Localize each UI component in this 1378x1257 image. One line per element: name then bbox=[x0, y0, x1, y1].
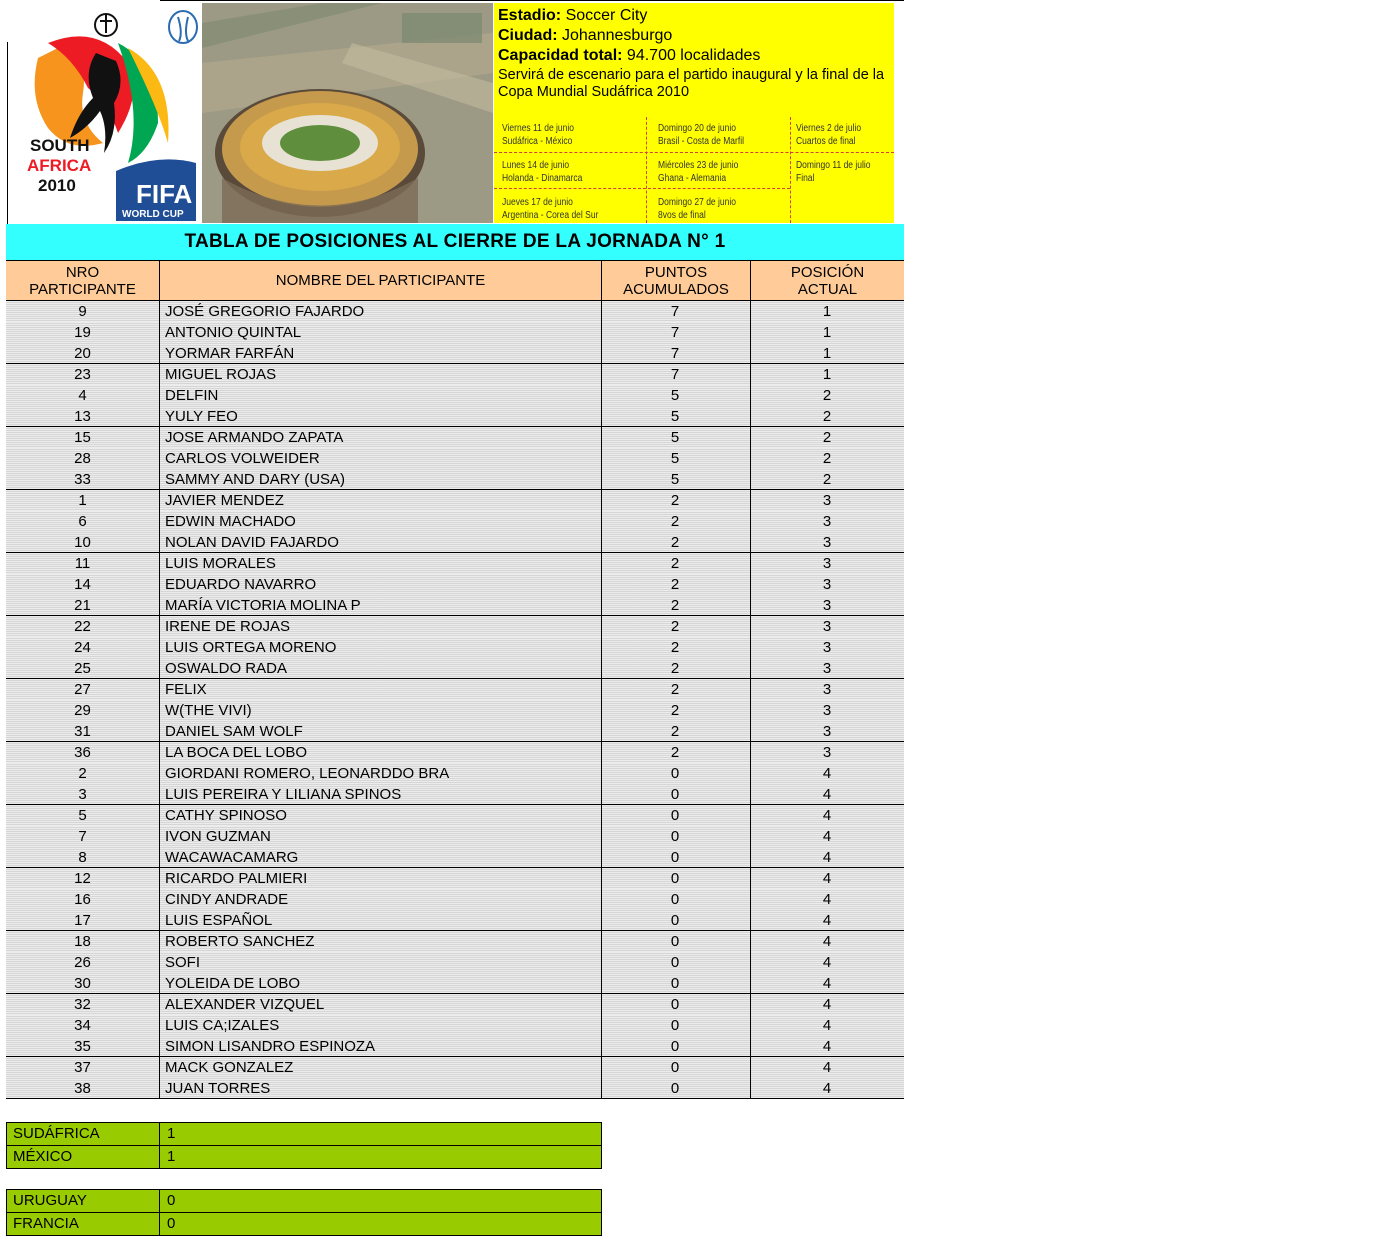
header-nro-line2: PARTICIPANTE bbox=[29, 280, 136, 298]
capacidad-line bbox=[498, 46, 760, 66]
result-team: MÉXICO bbox=[13, 1148, 73, 1165]
participant-position: 4 bbox=[822, 975, 832, 992]
schedule-match: Ghana - Alemania bbox=[658, 173, 727, 184]
participant-position: 2 bbox=[822, 450, 832, 467]
capacidad-label: Capacidad total: bbox=[498, 47, 623, 64]
stadium-info-panel bbox=[494, 3, 894, 223]
participant-position: 1 bbox=[822, 303, 832, 320]
participant-number: 22 bbox=[74, 618, 91, 635]
participant-position: 3 bbox=[822, 681, 832, 698]
participant-number: 18 bbox=[74, 933, 91, 950]
participant-name: JAVIER MENDEZ bbox=[165, 492, 284, 509]
participant-points: 0 bbox=[670, 933, 680, 950]
participant-position: 2 bbox=[822, 471, 832, 488]
table-row bbox=[6, 868, 904, 889]
schedule-date: Domingo 20 de junio bbox=[658, 123, 736, 134]
top-border-line bbox=[160, 0, 904, 1]
logo-brand: FIFA bbox=[136, 179, 193, 209]
participant-number: 36 bbox=[74, 744, 91, 761]
participant-name: MIGUEL ROJAS bbox=[165, 366, 277, 383]
participant-name: LUIS PEREIRA Y LILIANA SPINOS bbox=[165, 786, 402, 803]
schedule-date: Miércoles 23 de junio bbox=[658, 160, 739, 171]
world-cup-logo-graphic bbox=[8, 3, 200, 223]
header-position-line2: ACTUAL bbox=[797, 280, 858, 298]
table-row bbox=[6, 406, 904, 427]
schedule-date: Domingo 27 de junio bbox=[658, 197, 736, 208]
participant-number: 4 bbox=[78, 387, 87, 404]
participant-position: 3 bbox=[822, 639, 832, 656]
participant-number: 6 bbox=[78, 513, 87, 530]
result-score: 1 bbox=[167, 1125, 176, 1142]
participant-number: 7 bbox=[78, 828, 87, 845]
participant-name: YORMAR FARFÁN bbox=[165, 345, 295, 362]
schedule-date: Viernes 11 de junio bbox=[502, 123, 574, 134]
participant-name: MARÍA VICTORIA MOLINA P bbox=[165, 597, 361, 614]
participant-points: 2 bbox=[670, 576, 680, 593]
participant-position: 2 bbox=[822, 408, 832, 425]
schedule-item bbox=[796, 122, 861, 148]
participant-position: 3 bbox=[822, 723, 832, 740]
table-row bbox=[6, 784, 904, 805]
participant-position: 4 bbox=[822, 1080, 832, 1097]
logo-line1: SOUTH bbox=[30, 136, 90, 155]
participant-number: 16 bbox=[74, 891, 91, 908]
participant-points: 7 bbox=[670, 345, 680, 362]
table-row bbox=[6, 469, 904, 490]
result-team: SUDÁFRICA bbox=[13, 1125, 100, 1142]
logo-sub: WORLD CUP bbox=[122, 209, 184, 220]
participant-name: GIORDANI ROMERO, LEONARDDO BRA bbox=[165, 765, 450, 782]
participant-position: 1 bbox=[822, 345, 832, 362]
participant-name: ROBERTO SANCHEZ bbox=[165, 933, 315, 950]
participant-position: 1 bbox=[822, 366, 832, 383]
participant-points: 5 bbox=[670, 471, 680, 488]
participant-number: 14 bbox=[74, 576, 91, 593]
logo-line3: 2010 bbox=[38, 176, 76, 195]
participant-number: 33 bbox=[74, 471, 91, 488]
match-result-2 bbox=[6, 1189, 602, 1236]
participant-name: OSWALDO RADA bbox=[165, 660, 287, 677]
participant-position: 4 bbox=[822, 786, 832, 803]
participant-points: 0 bbox=[670, 1080, 680, 1097]
table-row bbox=[6, 847, 904, 868]
table-row bbox=[6, 931, 904, 952]
participant-points: 2 bbox=[670, 513, 680, 530]
participant-position: 4 bbox=[822, 1017, 832, 1034]
table-row bbox=[6, 301, 904, 322]
estadio-label: Estadio: bbox=[498, 7, 562, 24]
participant-name: JUAN TORRES bbox=[165, 1080, 271, 1097]
participant-name: EDUARDO NAVARRO bbox=[165, 576, 317, 593]
participant-number: 8 bbox=[78, 849, 87, 866]
participant-number: 34 bbox=[74, 1017, 91, 1034]
participant-name: CINDY ANDRADE bbox=[165, 891, 289, 908]
participant-points: 0 bbox=[670, 975, 680, 992]
result-team: URUGUAY bbox=[13, 1192, 87, 1209]
table-row bbox=[6, 700, 904, 721]
participant-name: LUIS ORTEGA MORENO bbox=[165, 639, 337, 656]
participant-number: 11 bbox=[74, 555, 91, 572]
participant-number: 13 bbox=[74, 408, 91, 425]
participant-position: 4 bbox=[822, 954, 832, 971]
participant-name: RICARDO PALMIERI bbox=[165, 870, 308, 887]
participant-name: LUIS CA;IZALES bbox=[165, 1017, 280, 1034]
participant-points: 0 bbox=[670, 1017, 680, 1034]
schedule-item bbox=[658, 196, 736, 222]
participant-position: 3 bbox=[822, 555, 832, 572]
world-cup-logo bbox=[8, 3, 200, 223]
header-position bbox=[750, 261, 904, 300]
ciudad-line bbox=[498, 26, 672, 46]
participant-name: W(THE VIVI) bbox=[165, 702, 252, 719]
participant-number: 30 bbox=[74, 975, 91, 992]
participant-number: 29 bbox=[74, 702, 91, 719]
result-row bbox=[7, 1123, 601, 1145]
participant-position: 4 bbox=[822, 807, 832, 824]
stadium-photo-graphic bbox=[202, 3, 493, 223]
participant-points: 0 bbox=[670, 954, 680, 971]
schedule-date: Viernes 2 de julio bbox=[796, 123, 862, 134]
participant-number: 35 bbox=[74, 1038, 91, 1055]
schedule-match: Brasil - Costa de Marfil bbox=[658, 136, 744, 147]
participant-points: 7 bbox=[670, 366, 680, 383]
participant-points: 2 bbox=[670, 702, 680, 719]
participant-points: 5 bbox=[670, 429, 680, 446]
participant-number: 32 bbox=[74, 996, 91, 1013]
table-row bbox=[6, 385, 904, 406]
participant-position: 3 bbox=[822, 513, 832, 530]
participant-points: 5 bbox=[670, 450, 680, 467]
participant-name: LA BOCA DEL LOBO bbox=[165, 744, 308, 761]
result-score: 0 bbox=[167, 1215, 176, 1232]
header-position-line1: POSICIÓN bbox=[790, 263, 865, 281]
table-row bbox=[6, 742, 904, 763]
participant-name: LUIS MORALES bbox=[165, 555, 276, 572]
table-row bbox=[6, 343, 904, 364]
participant-name: ANTONIO QUINTAL bbox=[165, 324, 302, 341]
participant-points: 2 bbox=[670, 744, 680, 761]
participant-number: 2 bbox=[78, 765, 87, 782]
schedule-item bbox=[658, 159, 738, 185]
participant-number: 19 bbox=[74, 324, 91, 341]
schedule-item bbox=[502, 196, 598, 222]
participant-position: 1 bbox=[822, 324, 832, 341]
schedule-date: Lunes 14 de junio bbox=[502, 160, 570, 171]
participant-points: 7 bbox=[670, 324, 680, 341]
schedule-date: Domingo 11 de julio bbox=[796, 160, 871, 171]
participant-points: 0 bbox=[670, 996, 680, 1013]
participant-position: 4 bbox=[822, 849, 832, 866]
table-row bbox=[6, 952, 904, 973]
table-row bbox=[6, 1036, 904, 1057]
participant-number: 12 bbox=[74, 870, 91, 887]
table-row bbox=[6, 1078, 904, 1099]
participant-points: 0 bbox=[670, 786, 680, 803]
participant-name: IRENE DE ROJAS bbox=[165, 618, 291, 635]
result-score: 0 bbox=[167, 1192, 176, 1209]
participant-points: 2 bbox=[670, 681, 680, 698]
participant-name: DELFIN bbox=[165, 387, 219, 404]
match-schedule bbox=[494, 115, 894, 223]
participant-number: 28 bbox=[74, 450, 91, 467]
participant-position: 3 bbox=[822, 492, 832, 509]
match-result-1 bbox=[6, 1122, 602, 1169]
table-row bbox=[6, 910, 904, 931]
table-row bbox=[6, 805, 904, 826]
result-team: FRANCIA bbox=[13, 1215, 79, 1232]
header-nro-line1: NRO bbox=[65, 263, 100, 281]
participant-number: 20 bbox=[74, 345, 91, 362]
participant-points: 5 bbox=[670, 408, 680, 425]
table-row bbox=[6, 616, 904, 637]
participant-number: 21 bbox=[74, 597, 91, 614]
participant-name: JOSÉ GREGORIO FAJARDO bbox=[165, 303, 365, 320]
participant-position: 3 bbox=[822, 618, 832, 635]
participant-number: 23 bbox=[74, 366, 91, 383]
participant-position: 3 bbox=[822, 702, 832, 719]
stadium-photo bbox=[202, 3, 493, 223]
participant-number: 27 bbox=[74, 681, 91, 698]
schedule-date: Jueves 17 de junio bbox=[502, 197, 573, 208]
participant-name: DANIEL SAM WOLF bbox=[165, 723, 303, 740]
participant-position: 3 bbox=[822, 744, 832, 761]
participant-position: 4 bbox=[822, 1059, 832, 1076]
page-title: TABLA DE POSICIONES AL CIERRE DE LA JORNADA N° 1 bbox=[6, 224, 904, 260]
participant-name: LUIS ESPAÑOL bbox=[165, 912, 273, 929]
participant-position: 4 bbox=[822, 996, 832, 1013]
participant-number: 9 bbox=[78, 303, 87, 320]
participant-points: 0 bbox=[670, 807, 680, 824]
participant-number: 10 bbox=[74, 534, 91, 551]
header-points-line1: PUNTOS bbox=[644, 263, 708, 281]
participant-position: 4 bbox=[822, 1038, 832, 1055]
participant-points: 2 bbox=[670, 618, 680, 635]
participant-name: SOFI bbox=[165, 954, 201, 971]
ciudad-label: Ciudad: bbox=[498, 27, 558, 44]
participant-name: IVON GUZMAN bbox=[165, 828, 271, 845]
participant-position: 4 bbox=[822, 828, 832, 845]
participant-points: 2 bbox=[670, 597, 680, 614]
participant-position: 4 bbox=[822, 912, 832, 929]
participant-name: YOLEIDA DE LOBO bbox=[165, 975, 301, 992]
schedule-match: Sudáfrica - México bbox=[502, 136, 573, 147]
participant-name: NOLAN DAVID FAJARDO bbox=[165, 534, 339, 551]
participant-name: CATHY SPINOSO bbox=[165, 807, 287, 824]
schedule-item bbox=[502, 159, 582, 185]
participant-points: 0 bbox=[670, 891, 680, 908]
schedule-match: Argentina - Corea del Sur bbox=[502, 210, 599, 221]
participant-number: 24 bbox=[74, 639, 91, 656]
participant-points: 2 bbox=[670, 492, 680, 509]
standings-table-body bbox=[6, 301, 904, 1099]
header-points bbox=[601, 261, 750, 300]
participant-name: FELIX bbox=[165, 681, 207, 698]
table-row bbox=[6, 511, 904, 532]
result-score: 1 bbox=[167, 1148, 176, 1165]
participant-number: 1 bbox=[78, 492, 87, 509]
participant-position: 3 bbox=[822, 660, 832, 677]
table-row bbox=[6, 532, 904, 553]
participant-points: 0 bbox=[670, 1059, 680, 1076]
participant-points: 2 bbox=[670, 639, 680, 656]
participant-position: 4 bbox=[822, 891, 832, 908]
table-row bbox=[6, 826, 904, 847]
table-row bbox=[6, 679, 904, 700]
table-row bbox=[6, 889, 904, 910]
participant-name: CARLOS VOLWEIDER bbox=[165, 450, 320, 467]
header-points-line2: ACUMULADOS bbox=[623, 280, 729, 298]
participant-points: 2 bbox=[670, 660, 680, 677]
participant-name: SIMON LISANDRO ESPINOZA bbox=[165, 1038, 376, 1055]
stadium-description: Servirá de escenario para el partido inaugural y la final de la Copa Mundial Sudáfrica 2010 bbox=[498, 67, 885, 100]
participant-number: 3 bbox=[78, 786, 87, 803]
table-row bbox=[6, 595, 904, 616]
schedule-item bbox=[658, 122, 744, 148]
participant-number: 25 bbox=[74, 660, 91, 677]
participant-points: 0 bbox=[670, 828, 680, 845]
participant-points: 0 bbox=[670, 765, 680, 782]
participant-name: SAMMY AND DARY (USA) bbox=[165, 471, 346, 488]
table-row bbox=[6, 1015, 904, 1036]
participant-points: 2 bbox=[670, 555, 680, 572]
schedule-match: 8vos de final bbox=[658, 210, 706, 221]
participant-position: 2 bbox=[822, 429, 832, 446]
header-name: NOMBRE DEL PARTICIPANTE bbox=[159, 261, 601, 300]
schedule-item bbox=[796, 159, 871, 185]
participant-points: 0 bbox=[670, 870, 680, 887]
estadio-value: Soccer City bbox=[565, 7, 648, 24]
result-row bbox=[7, 1145, 601, 1168]
table-row bbox=[6, 658, 904, 679]
table-row bbox=[6, 994, 904, 1015]
participant-points: 2 bbox=[670, 534, 680, 551]
table-row bbox=[6, 721, 904, 742]
schedule-match: Final bbox=[796, 173, 815, 184]
participant-position: 3 bbox=[822, 534, 832, 551]
participant-points: 2 bbox=[670, 723, 680, 740]
header-nro bbox=[6, 261, 159, 300]
table-row bbox=[6, 490, 904, 511]
table-row bbox=[6, 322, 904, 343]
participant-name: YULY FEO bbox=[165, 408, 238, 425]
participant-position: 3 bbox=[822, 597, 832, 614]
capacidad-value: 94.700 localidades bbox=[626, 47, 761, 64]
table-row bbox=[6, 427, 904, 448]
participant-name: EDWIN MACHADO bbox=[165, 513, 296, 530]
ciudad-value: Johannesburgo bbox=[562, 27, 673, 44]
participant-position: 4 bbox=[822, 765, 832, 782]
participant-number: 31 bbox=[74, 723, 91, 740]
participant-number: 5 bbox=[78, 807, 87, 824]
participant-points: 0 bbox=[670, 849, 680, 866]
participant-points: 7 bbox=[670, 303, 680, 320]
participant-number: 17 bbox=[74, 912, 91, 929]
result-row bbox=[7, 1190, 601, 1212]
standings-table-header bbox=[6, 260, 904, 301]
participant-number: 37 bbox=[74, 1059, 91, 1076]
table-row bbox=[6, 553, 904, 574]
participant-name: ALEXANDER VIZQUEL bbox=[165, 996, 325, 1013]
table-row bbox=[6, 763, 904, 784]
table-row bbox=[6, 448, 904, 469]
participant-points: 0 bbox=[670, 912, 680, 929]
result-row bbox=[7, 1212, 601, 1235]
table-row bbox=[6, 973, 904, 994]
logo-line2: AFRICA bbox=[27, 156, 92, 175]
participant-position: 4 bbox=[822, 870, 832, 887]
participant-points: 5 bbox=[670, 387, 680, 404]
schedule-item bbox=[502, 122, 574, 148]
table-row bbox=[6, 637, 904, 658]
participant-position: 3 bbox=[822, 576, 832, 593]
participant-number: 38 bbox=[74, 1080, 91, 1097]
table-row bbox=[6, 574, 904, 595]
participant-points: 0 bbox=[670, 1038, 680, 1055]
participant-name: MACK GONZALEZ bbox=[165, 1059, 294, 1076]
participant-name: WACAWACAMARG bbox=[165, 849, 299, 866]
participant-position: 2 bbox=[822, 387, 832, 404]
table-row bbox=[6, 364, 904, 385]
table-row bbox=[6, 1057, 904, 1078]
estadio-line bbox=[498, 6, 647, 26]
schedule-match: Cuartos de final bbox=[796, 136, 856, 147]
participant-name: JOSE ARMANDO ZAPATA bbox=[165, 429, 344, 446]
schedule-match: Holanda - Dinamarca bbox=[502, 173, 583, 184]
participant-number: 26 bbox=[74, 954, 91, 971]
participant-number: 15 bbox=[74, 429, 91, 446]
participant-position: 4 bbox=[822, 933, 832, 950]
